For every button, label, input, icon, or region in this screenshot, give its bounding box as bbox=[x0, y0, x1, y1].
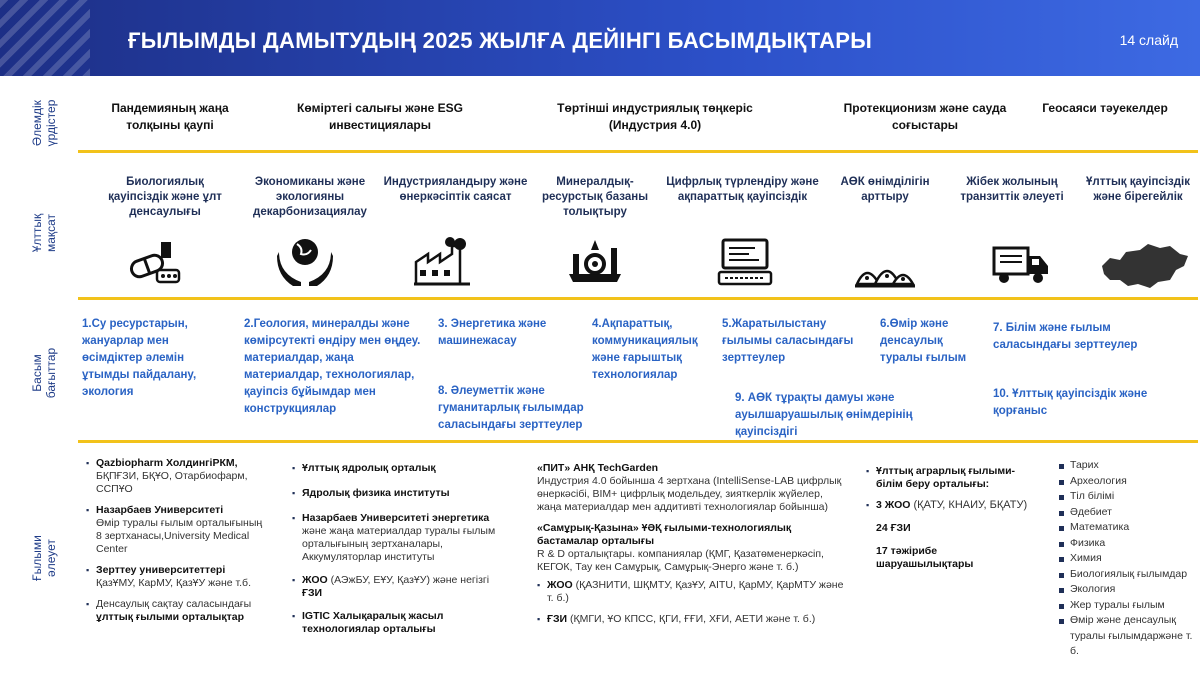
priority-2: 2.Геология, минералды және көмірсутекті өндіру мен өңдеу. материалдар, жаңа материалдар, технологиялар, қауіпсіз бұйымдар мен конструкциялар bbox=[244, 318, 421, 415]
trend-geopolitical: Геосаяси тәуекелдер bbox=[1042, 101, 1168, 115]
list-item: Археология bbox=[1058, 474, 1198, 490]
slide-number: 14 слайд bbox=[1119, 32, 1178, 48]
row-label-trends: Әлемдік үрдістер bbox=[30, 99, 58, 147]
goal-label: Цифрлық түрлендіру және ақпараттық қауіпсіздік bbox=[666, 176, 819, 203]
priority-4: 4.Ақпараттық, коммуникациялық және ғарыштық технологиялар bbox=[592, 318, 698, 381]
goal-label: АӨК өнімділігін арттыру bbox=[840, 176, 930, 203]
list-item: Тарих bbox=[1058, 458, 1198, 474]
separator-line bbox=[78, 150, 1198, 153]
trend-protectionism: Протекционизм және сауда соғыстары bbox=[843, 101, 1007, 132]
mining-icon bbox=[565, 234, 625, 286]
kazakhstan-map-icon bbox=[1100, 240, 1190, 292]
goal-label: Индустрияландыру және өнеркәсіптік саясат bbox=[383, 176, 528, 203]
list-item: Биологиялық ғылымдар bbox=[1058, 567, 1198, 583]
list-item: ▪ IGTIC Халықаралық жасыл технологиялар орталығы bbox=[292, 610, 517, 636]
separator-line bbox=[78, 297, 1198, 300]
list-item: ▪ ЖОО (АЭжБУ, ЕҰУ, ҚазҰУ) және негізгі ҒЗИ bbox=[292, 574, 517, 600]
list-item: Жер туралы ғылым bbox=[1058, 598, 1198, 614]
pills-icon bbox=[125, 236, 185, 288]
list-item: 17 тәжірибе шаруашылықтары bbox=[876, 545, 974, 570]
slide-title: ҒЫЛЫМДЫ ДАМЫТУДЫҢ 2025 ЖЫЛҒА ДЕЙІНГІ БАСЫМДЫҚТАРЫ bbox=[128, 28, 873, 53]
priority-9: 9. АӨК тұрақты дамуы және ауылшаруашылық өнімдерінің қауіпсіздігі bbox=[735, 392, 913, 438]
factory-icon bbox=[412, 236, 472, 288]
potential-column-agro bbox=[866, 465, 1031, 576]
list-item: «ПИТ» АНҚ TechGarden Индустрия 4.0 бойынша 4 зертхана (IntelliSense-LAB цифрлық өнеркәсібі, BIM+ цифрлық модельдеу, зияткерлік жүйелер, жаңа материалдар мен аддитивті технологиялар бойынша) bbox=[537, 462, 842, 513]
goal-label: Жібек жолының транзиттік әлеуеті bbox=[960, 176, 1064, 203]
priority-10: 10. Ұлттық қауіпсіздік және қорғаныс bbox=[993, 388, 1148, 417]
truck-icon bbox=[992, 238, 1052, 290]
globe-hands-icon bbox=[275, 234, 335, 286]
priority-8: 8. Әлеуметтік және гуманитарлық ғылымдар саласындағы зерттеулер bbox=[438, 385, 584, 431]
list-item: Математика bbox=[1058, 520, 1198, 536]
potential-column-sciences bbox=[1058, 458, 1198, 660]
row-label-priorities: Басым бағыттар bbox=[30, 347, 58, 398]
list-item: ▪ Qazbiopharm ХолдингіРКМ, БҚПҒЗИ, БҚҰО, Отарбиофарм, ССПҰО bbox=[86, 457, 266, 496]
list-item: ▪ Ұлттық аграрлық ғылыми-білім беру орталығы: bbox=[866, 465, 1031, 491]
list-item: ▪ Назарбаев Университеті Өмір туралы ғылым орталығының 8 зертханасы,University Medical Center bbox=[86, 504, 266, 556]
priority-5: 5.Жаратылыстану ғылымы саласындағы зерттеулер bbox=[722, 318, 854, 364]
list-item: Әдебиет bbox=[1058, 505, 1198, 521]
list-item: ▪ Зерттеу университеттері ҚазҰМУ, КарМУ, ҚазҰУ және т.б. bbox=[86, 564, 266, 590]
header-stripe-decoration bbox=[0, 0, 90, 76]
goal-label: Экономиканы және экологияны декарбонизациялау bbox=[253, 176, 367, 218]
list-item: ▪ 3 ЖОО (ҚАТУ, КНАИУ, БҚАТУ) bbox=[866, 499, 1031, 512]
list-item: ▪ ЖОО (ҚАЗНИТИ, ШҚМТУ, ҚазҰУ, AITU, ҚарМУ, ҚарМТУ және т. б.) bbox=[537, 579, 847, 605]
harvest-icon bbox=[855, 240, 915, 292]
list-item: ▪ Ұлттық ядролық орталық bbox=[292, 462, 517, 475]
list-item: Физика bbox=[1058, 536, 1198, 552]
priority-1: 1.Су ресурстарын, жануарлар мен өсімдіктер әлемін ұтымды пайдалану, экология bbox=[82, 318, 197, 398]
list-item: Тіл білімі bbox=[1058, 489, 1198, 505]
list-item: Экология bbox=[1058, 582, 1198, 598]
row-label-potential: Ғылыми әлеует bbox=[30, 534, 58, 581]
potential-column-digital bbox=[537, 462, 847, 634]
priority-6: 6.Өмір және денсаулық туралы ғылым bbox=[880, 318, 967, 364]
list-item: ▪ ҒЗИ (ҚМГИ, ҰО КПСС, ҚГИ, ҒҒИ, ХҒИ, АЕТИ және т. б.) bbox=[537, 613, 847, 626]
slide-header bbox=[0, 0, 1200, 76]
list-item: Өмір және денсаулық туралы ғылымдаржәне т. б. bbox=[1058, 613, 1198, 660]
priority-3: 3. Энергетика және машинежасау bbox=[438, 318, 547, 347]
list-item: 24 ҒЗИ bbox=[876, 522, 911, 534]
list-item: ▪ Ядролық физика институты bbox=[292, 487, 517, 500]
computer-icon bbox=[715, 236, 775, 288]
list-item: «Самұрық-Қазына» ҰӘҚ ғылыми-технологиялық бастамалар орталығы R & D орталықтары. компаниялар (ҚМГ, Қазатөменеркәсіп, КЕГОК, Тау кен Самұрық, Самұрық-Энерго және т. б.) bbox=[537, 522, 824, 573]
separator-line bbox=[78, 440, 1198, 443]
priority-7: 7. Білім және ғылым саласындағы зерттеулер bbox=[993, 322, 1138, 351]
list-item: ▪ Назарбаев Университеті энергетика және жаңа материалдар туралы ғылым орталығының зертханалары, Аккумуляторлар институты bbox=[292, 512, 517, 564]
trend-carbon-esg: Көміртегі салығы және ESG инвестициялары bbox=[297, 101, 463, 132]
potential-column-energy bbox=[292, 462, 517, 644]
potential-column-medical bbox=[86, 457, 266, 632]
list-item: ▪ Денсаулық сақтау саласындағы ұлттық ғылыми орталықтар bbox=[86, 598, 266, 624]
trend-industry-4: Төртінші индустриялық төңкеріс (Индустрия 4.0) bbox=[557, 101, 753, 132]
goal-label: Ұлттық қауіпсіздік және бірегейлік bbox=[1086, 176, 1190, 203]
list-item: Химия bbox=[1058, 551, 1198, 567]
goal-label: Минералдық-ресурстық базаны толықтыру bbox=[541, 176, 649, 218]
goal-label: Биологиялық қауіпсіздік және ұлт денсаулығы bbox=[108, 176, 222, 218]
row-label-goals: Ұлттық мақсат bbox=[30, 213, 58, 252]
trend-pandemic: Пандемияның жаңа толқыны қаупі bbox=[111, 101, 229, 132]
